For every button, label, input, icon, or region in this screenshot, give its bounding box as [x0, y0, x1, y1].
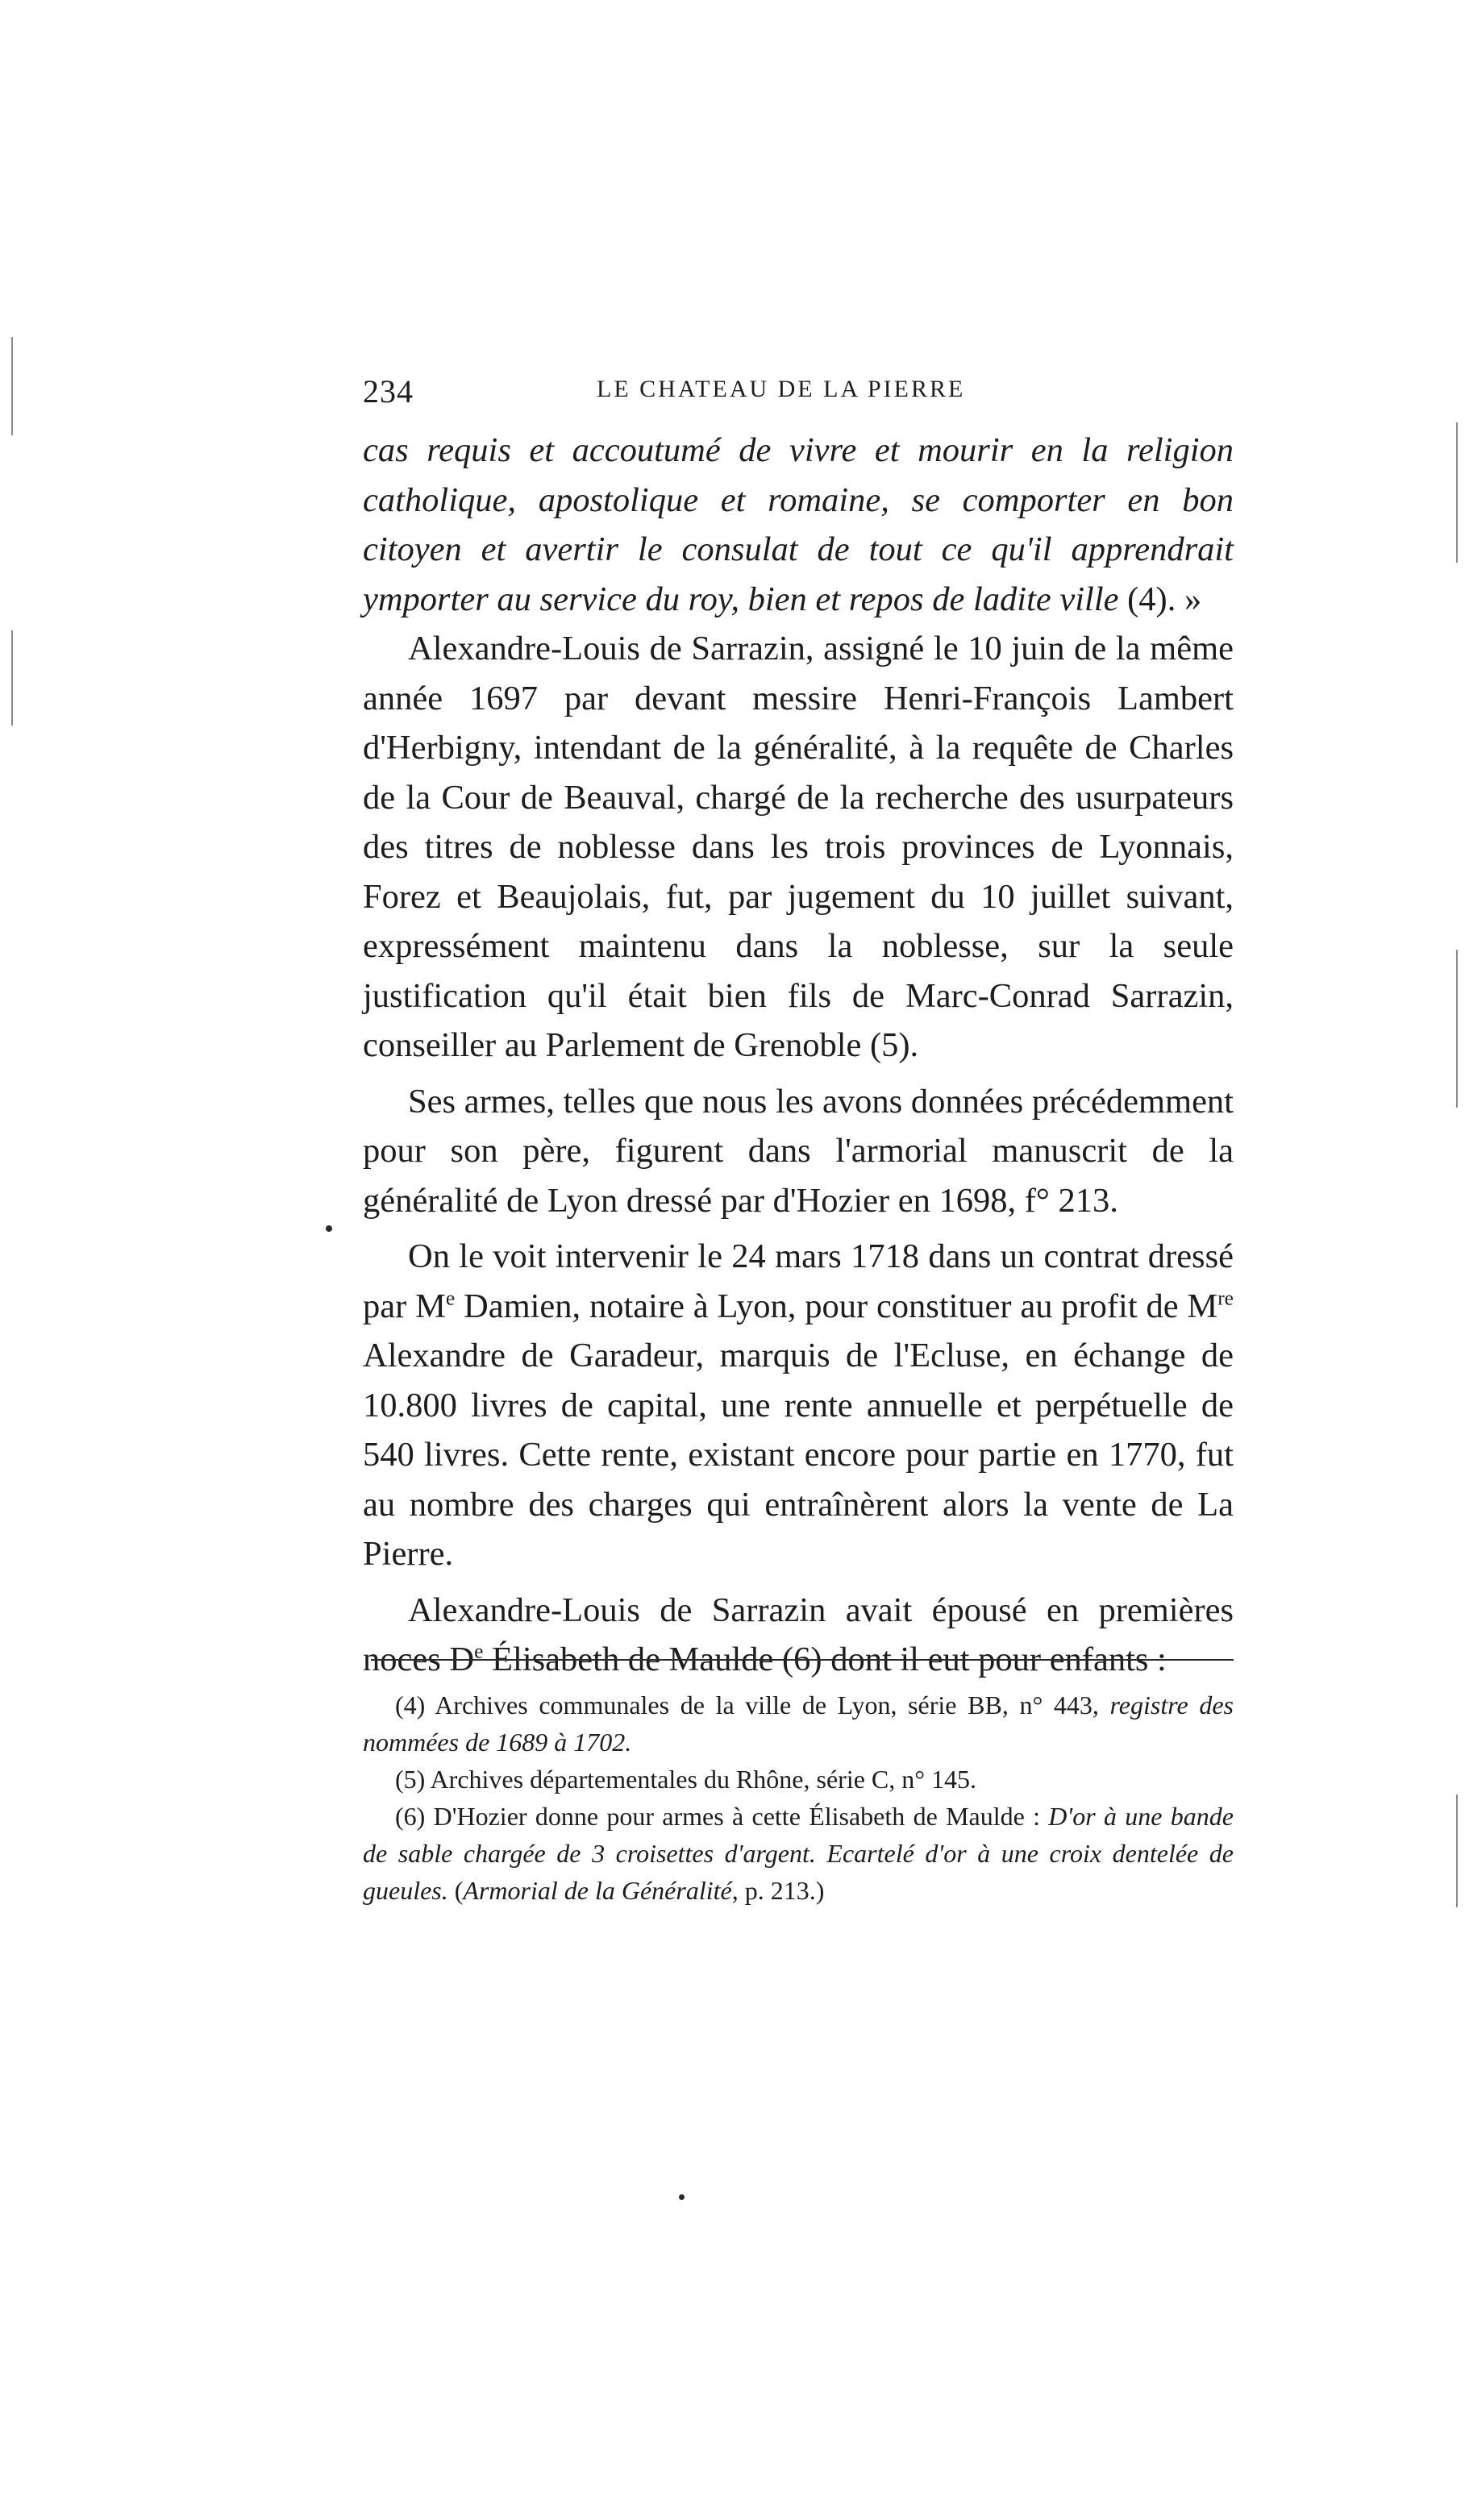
running-header [363, 372, 1234, 413]
scan-mark-right-3 [1456, 1794, 1458, 1907]
scan-dot-1 [326, 1225, 332, 1232]
footnote-separator [371, 1659, 1234, 1661]
footnote-6 [363, 1798, 1234, 1909]
paragraph-armes: Ses armes, telles que nous les avons données précédemment pour son père, figurent dans l'armorial manuscrit de la généralité de Lyon dressé par d'Hozier en 1698, f° 213. [363, 1082, 1234, 1220]
scan-mark-left-1 [11, 337, 13, 435]
scan-mark-right-1 [1456, 422, 1458, 563]
footnote-6-text: (6) D'Hozier donne pour armes à cette Élisabeth de Maulde : [395, 1802, 1049, 1831]
superscript-re: re [1217, 1286, 1234, 1310]
scan-mark-left-2 [11, 630, 13, 726]
paragraph-mariage-part-1: Alexandre-Louis de Sarrazin avait épousé en premières noces D [363, 1591, 1234, 1678]
superscript-e: e [445, 1286, 456, 1310]
paragraph-mariage [363, 1586, 1234, 1685]
footnotes [363, 1686, 1234, 1909]
paragraph-mariage-part-2: Élisabeth de Maulde (6) dont il eut pour enfants : [483, 1640, 1167, 1678]
quote-footnote-ref: (4). » [1127, 580, 1202, 618]
footnote-4-register: registre des nommées de 1689 à 1702. [363, 1690, 1234, 1757]
footnote-6-blazon: D'or à une bande de sable chargée de 3 croisettes d'argent. Ecartelé d'or à une croix dentelée de gueules. [363, 1802, 1234, 1905]
superscript-e-2: e [474, 1639, 484, 1663]
footnote-6-paren: ( [447, 1876, 464, 1905]
paragraph-contrat-part-1: On le voit intervenir le 24 mars 1718 dans un contrat dressé par M [363, 1237, 1234, 1325]
scan-mark-right-2 [1456, 950, 1458, 1108]
footnote-4-text: (4) Archives communales de la ville de Lyon, série BB, n° 443, [395, 1690, 1099, 1720]
footnote-4 [363, 1686, 1234, 1761]
footnote-6-page: , p. 213.) [731, 1876, 825, 1905]
paragraph-contrat-part-2: Damien, notaire à Lyon, pour constituer au profit de M [455, 1287, 1218, 1325]
footnote-6-source: Armorial de la Généralité [463, 1876, 732, 1905]
main-text [363, 426, 1234, 1685]
scan-dot-2 [679, 2194, 685, 2200]
running-title: LE CHATEAU DE LA PIERRE [597, 376, 966, 402]
page-number: 234 [363, 373, 414, 410]
paragraph-jugement: Alexandre-Louis de Sarrazin, assigné le 10 juin de la même année 1697 par devant messire Henri-François Lambert d'Herbigny, intendant de la généralité, à la requête de Charles de la Cour de Beauval, chargé de la recherche des usurpateurs des titres de noblesse dans les trois provinces de Lyonnais, Forez et Beaujolais, fut, par jugement du 10 juillet suivant, expressément maintenu dans la noblesse, sur la seule justification qu'il était bien fils de Marc-Conrad Sarrazin, conseiller au Parlement de Grenoble (5). [363, 630, 1234, 1064]
quoted-passage [363, 426, 1234, 624]
paragraph-contrat [363, 1232, 1234, 1579]
footnote-5: (5) Archives départementales du Rhône, série C, n° 145. [395, 1765, 977, 1794]
paragraph-contrat-part-3: Alexandre de Garadeur, marquis de l'Ecluse, en échange de 10.800 livres de capital, une rente annuelle et perpétuelle de 540 livres. Cette rente, existant encore pour partie en 1770, fut au nombre des charges qui entraînèrent alors la vente de La Pierre. [363, 1337, 1234, 1573]
quote-text: cas requis et accoutumé de vivre et mourir en la religion catholique, apostolique et romaine, se comporter en bon citoyen et avertir le consulat de tout ce qu'il apprendrait ymporter au service du roy, bien et repos de ladite ville [363, 431, 1234, 618]
